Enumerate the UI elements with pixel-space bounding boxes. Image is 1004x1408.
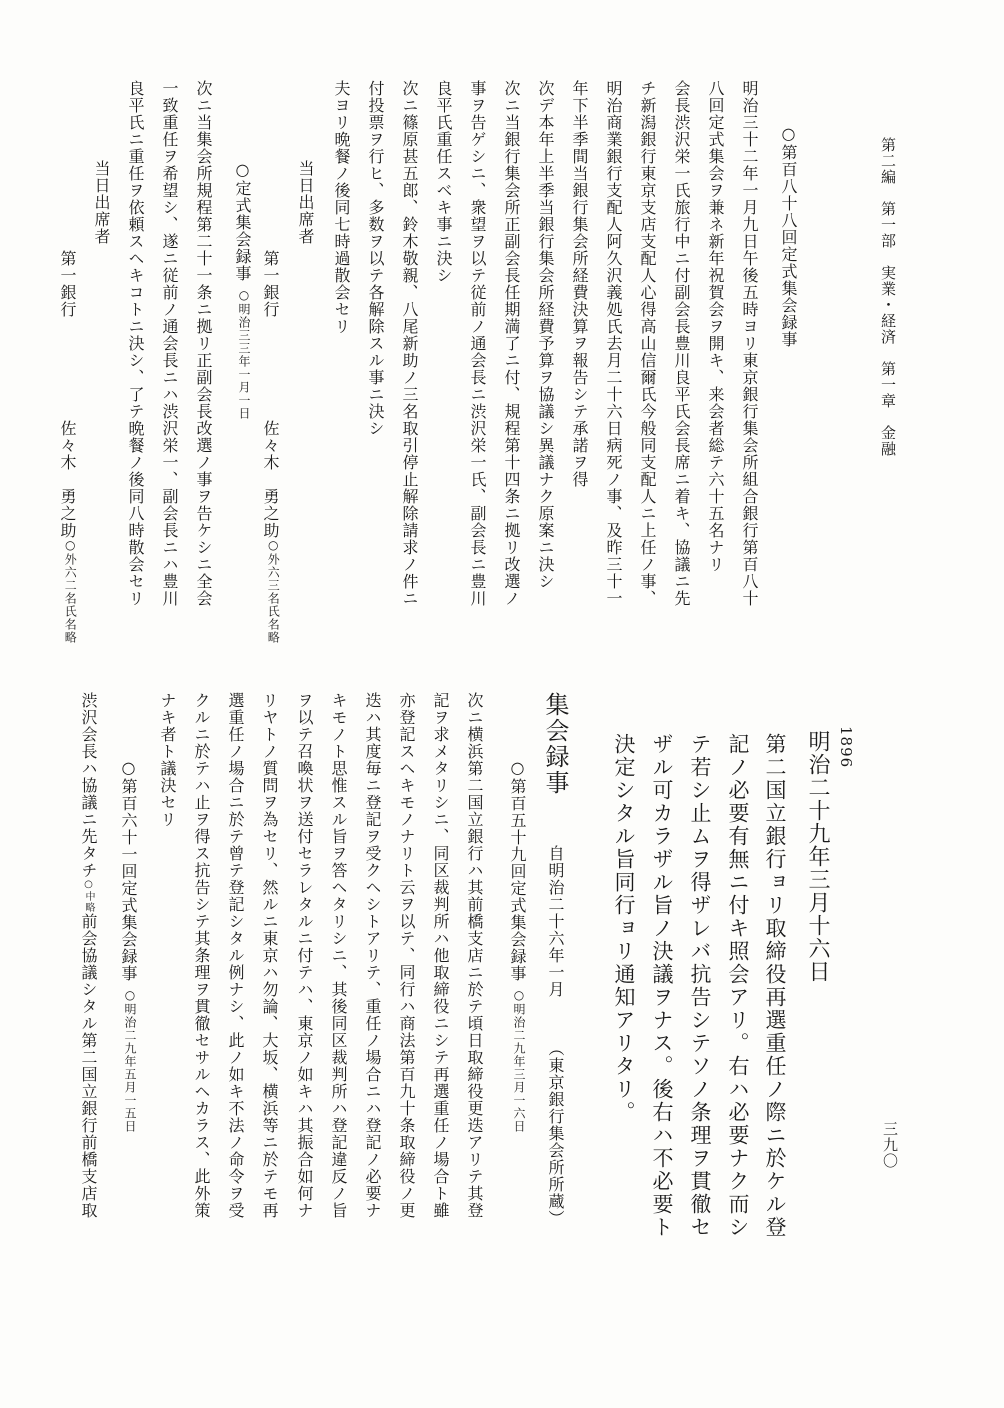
body-line: 迭ハ其度毎ニ登記ヲ受クヘシトアリテ、重任ノ場合ニハ登記ノ必要ナ	[363, 692, 382, 1219]
body-line: 次ニ篠原甚五郎、鈴木敬親、八尾新助ノ三名取引停止解除請求ノ件ニ	[400, 80, 419, 607]
body-line: 明治商業銀行支配人阿久沢義処氏去月二十六日病死ノ事、及昨三十一	[604, 80, 623, 607]
running-head: 第二編 第一部 実業・経済 第一章 金融	[879, 137, 897, 457]
body-line: 次デ本年上半季当銀行集会所経費予算ヲ協議シ異議ナク原案ニ決シ	[536, 80, 555, 590]
body-line: 年下半季間当銀行集会所経費決算ヲ報告シテ承諾ヲ得	[570, 80, 589, 488]
entry-line: テ若シ止ムヲ得ザレバ抗告シテソノ条理ヲ貫徹セ	[688, 733, 712, 1239]
body-line: 記ヲ求メタリシニ、同区裁判所ハ他取締役ニシテ再選重任ノ場合ト雖	[431, 692, 450, 1219]
record-date-note: ○明治二九年三月一六日	[512, 988, 526, 1133]
entry-line: 決定シタル旨同行ョリ通知アリタリ。	[612, 733, 636, 1124]
body-line: 次ニ当銀行集会所正副会長任期満了ニ付、規程第十四条ニ拠リ改選ノ	[502, 80, 521, 607]
attendees-label: 当日出席者	[296, 160, 315, 245]
attendee-others: ○外六二名氏名略	[63, 538, 78, 644]
body-line: 事ヲ告ゲシニ、衆望ヲ以テ従前ノ通会長ニ渋沢栄一氏、副会長ニ豊川	[468, 80, 487, 607]
body-line: 一致重任ヲ希望シ、遂ニ従前ノ通会長ニハ渋沢栄一、副会長ニハ豊川	[160, 80, 179, 607]
body-line: 選重任ノ場合ニ於テ曾テ登記シタル例ナシ、此ノ如キ不法ノ命令ヲ受	[226, 692, 245, 1219]
body-line: 夫ヨリ晩餐ノ後同七時過散会セリ	[332, 80, 351, 335]
attendees-label: 当日出席者	[92, 160, 111, 245]
entry-date: 明治二十九年三月十六日	[805, 730, 830, 983]
body-line: 八回定式集会ヲ兼ネ新年祝賀会ヲ開キ、来会者総テ六十五名ナリ	[706, 80, 725, 573]
entry-line: 第二国立銀行ョリ取締役再選重任ノ際ニ於ケル登	[763, 733, 787, 1239]
source-title: 集会録事	[541, 692, 569, 796]
record-title: ○第百八十八回定式集会録事	[779, 124, 798, 348]
year-label: 1896	[837, 726, 855, 769]
body-line: ヲ以テ召喚状ヲ送付セラレタルニ付テハ、東京ノ如キハ其振合如何ナ	[295, 692, 314, 1219]
omission-mark: ○中略	[83, 879, 94, 913]
body-line: 付投票ヲ行ヒ、多数ヲ以テ各解除スル事ニ決シ	[366, 80, 385, 437]
entry-line: 記ノ必要有無ニ付キ照会アリ。右ハ必要ナク而シ	[726, 733, 750, 1239]
record-title: ○第百六十一回定式集会録事○明治二九年五月一五日	[119, 758, 138, 1133]
attendee-name: 佐々木 勇之助	[58, 420, 77, 539]
record-date-note: ○明治三三年一月一日	[237, 288, 251, 420]
body-line: 良平氏重任スベキ事ニ決シ	[434, 80, 453, 284]
body-line: チ新潟銀行東京支店支配人心得高山信爾氏今般同支配人ニ上任ノ事、	[638, 80, 657, 607]
body-line: クルニ於テハ止ヲ得ス抗告シテ其条理ヲ貫徹セサルヘカラス、此外策	[192, 692, 211, 1219]
source-holder: （東京銀行集会所所蔵）	[546, 1040, 565, 1227]
body-line: 会長渋沢栄一氏旅行中ニ付副会長豊川良平氏会長席ニ着キ、協議ニ先	[672, 80, 691, 607]
record-date-note: ○明治二九年五月一五日	[123, 988, 137, 1133]
body-line: 亦登記スヘキモノナリト云ヲ以テ、同行ハ商法第百九十条取締役ノ更	[397, 692, 416, 1219]
record-title: ○定式集会録事○明治三三年一月一日	[233, 160, 252, 420]
body-line: 次ニ横浜第二国立銀行ハ其前橋支店ニ於テ頃日取締役更迭アリテ其登	[465, 692, 484, 1219]
attendee-bank: 第一銀行	[58, 250, 77, 318]
source-range: 自明治二十六年一月	[546, 845, 565, 998]
body-line: 良平氏ニ重任ヲ依頼スヘキコトニ決シ、了テ晩餐ノ後同八時散会セリ	[126, 80, 145, 607]
page-number: 三九〇	[881, 1121, 899, 1169]
attendee-bank: 第一銀行	[261, 250, 280, 318]
body-line: キモノト思惟スル旨ヲ答ヘタリシニ、其後同区裁判所ハ登記違反ノ旨	[329, 692, 348, 1219]
body-line: 明治三十二年一月九日午後五時ヨリ東京銀行集会所組合銀行第百八十	[740, 80, 759, 607]
attendee-name: 佐々木 勇之助	[261, 420, 280, 539]
body-line: 渋沢会長ハ協議ニ先タチ○中略前会協議シタル第二国立銀行前橋支店取	[79, 692, 98, 1219]
body-line: ナキ者ト議決セリ	[158, 692, 177, 828]
body-line: 次ニ当集会所規程第二十一条ニ拠リ正副会長改選ノ事ヲ告ケシニ全会	[194, 80, 213, 607]
body-line: リヤトノ質問ヲ為セリ、然ルニ東京ハ勿論、大坂、横浜等ニ於テモ再	[260, 692, 279, 1219]
record-title: ○第百五十九回定式集会録事○明治二九年三月一六日	[508, 758, 527, 1133]
entry-line: ザル可カラザル旨ノ決議ヲナス。後右ハ不必要ト	[650, 733, 674, 1239]
attendee-others: ○外六三名氏名略	[266, 538, 281, 644]
